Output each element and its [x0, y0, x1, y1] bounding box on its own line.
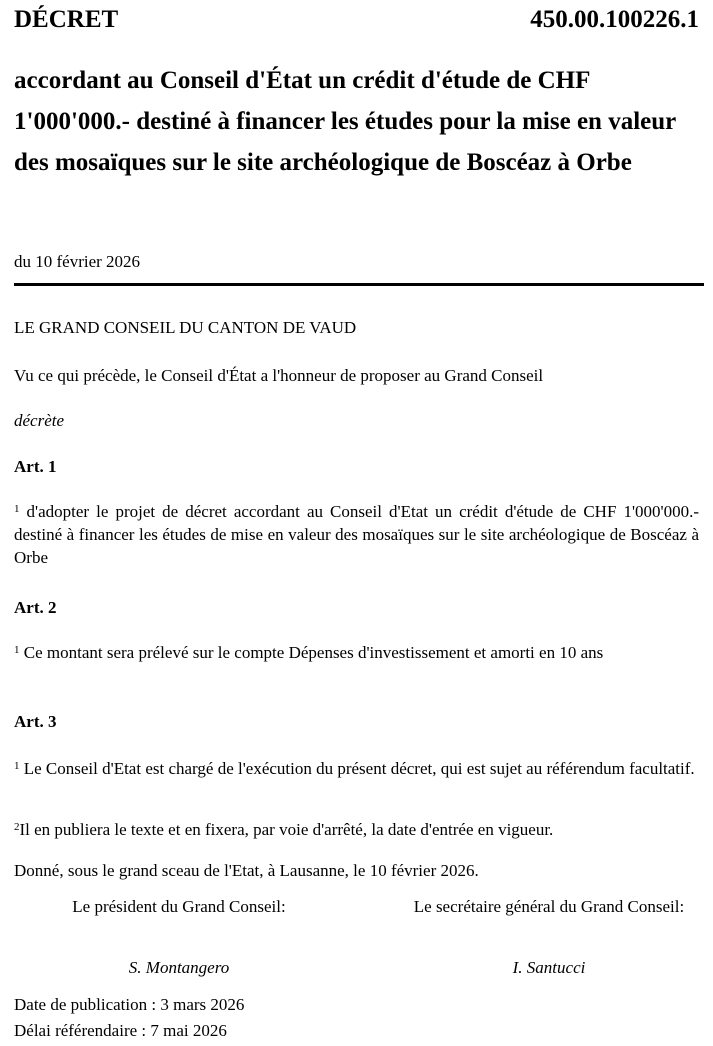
paragraph-number: 1 — [14, 760, 20, 772]
article-1-paragraph-1 — [14, 500, 699, 569]
preamble: Vu ce qui précède, le Conseil d'État a l'honneur de proposer au Grand Conseil — [14, 366, 544, 385]
article-2-paragraph-1 — [14, 641, 699, 664]
article-3-paragraph-2 — [14, 818, 699, 841]
decree-date: du 10 février 2026 — [14, 252, 141, 271]
signature-left-title: Le président du Grand Conseil: — [72, 897, 286, 916]
decree-title: accordant au Conseil d'État un crédit d'étude de CHF 1'000'000.- destiné à financer les études pour la mise en valeur des mosaïques sur le site archéologique de Boscéaz à Orbe — [14, 67, 676, 176]
signature-right-title: Le secrétaire général du Grand Conseil: — [413, 897, 685, 916]
signature-left-name: S. Montangero — [128, 958, 230, 977]
paragraph-number: 2 — [14, 821, 20, 833]
given-statement: Donné, sous le grand sceau de l'Etat, à Lausanne, le 10 février 2026. — [14, 861, 479, 880]
paragraph-text: d'adopter le projet de décret accordant au Conseil d'Etat un crédit d'étude de CHF 1'000'000.- destiné à financer les études de mise en valeur des mosaïques sur le site archéologique de Boscéaz à Orbe — [14, 502, 699, 567]
article-3-heading: Art. 3 — [14, 712, 57, 731]
paragraph-number: 1 — [14, 503, 20, 515]
article-2-heading: Art. 2 — [14, 598, 57, 617]
decree-word: décrète — [14, 411, 65, 430]
document-number: 450.00.100226.1 — [530, 6, 699, 33]
publication-date: Date de publication : 3 mars 2026 — [14, 995, 245, 1014]
article-1-heading: Art. 1 — [14, 457, 57, 476]
paragraph-text: Il en publiera le texte et en fixera, par voie d'arrêté, la date d'entrée en vigueur. — [19, 820, 554, 839]
paragraph-text: Ce montant sera prélevé sur le compte Dépenses d'investissement et amorti en 10 ans — [19, 643, 604, 662]
document-header — [14, 6, 699, 40]
authority-line: LE GRAND CONSEIL DU CANTON DE VAUD — [14, 318, 357, 337]
separator-rule — [14, 283, 704, 286]
article-3-paragraph-1 — [14, 757, 699, 780]
document-type: DÉCRET — [14, 6, 119, 33]
signature-right-name: I. Santucci — [512, 958, 586, 977]
paragraph-text: Le Conseil d'Etat est chargé de l'exécution du présent décret, qui est sujet au référendum facultatif. — [19, 759, 695, 778]
referendum-deadline: Délai référendaire : 7 mai 2026 — [14, 1021, 227, 1040]
paragraph-number: 1 — [14, 644, 20, 656]
